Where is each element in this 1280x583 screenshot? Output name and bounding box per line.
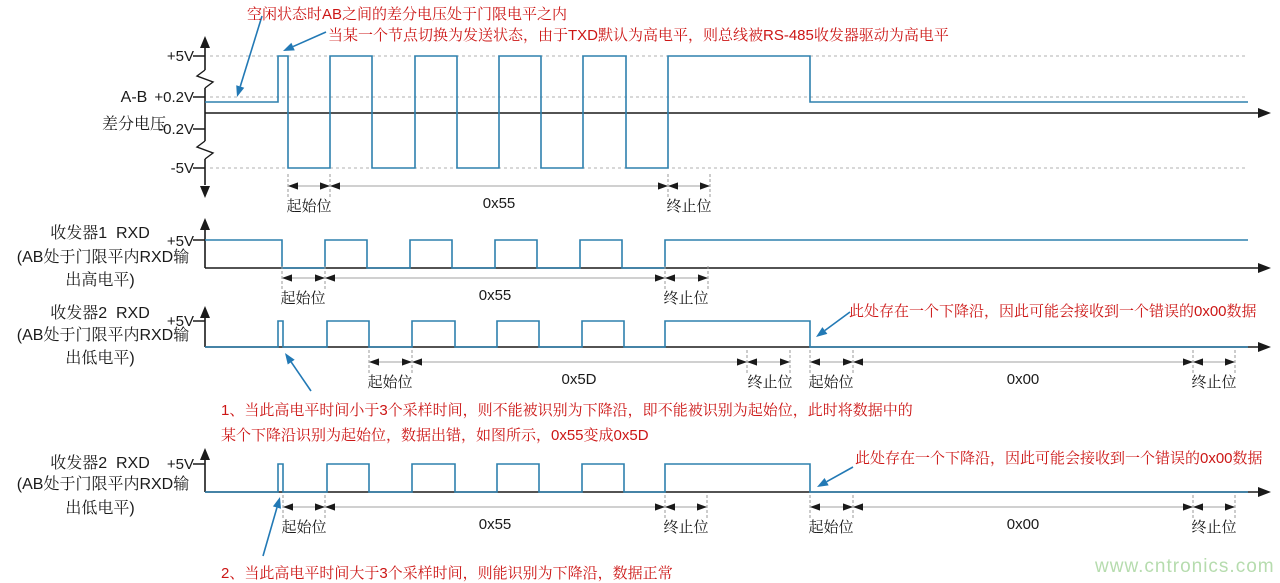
row4-signal-label-line3: 出低电平) — [65, 500, 135, 517]
transmit-note-arrow — [283, 32, 326, 51]
row2-signal-label-line2: (AB处于门限平内RXD输 — [16, 249, 190, 266]
watermark: www.cntronics.com — [1095, 556, 1275, 577]
row1-start-bit-label: 起始位 — [286, 198, 332, 215]
annotation-falling-edge-note-1: 此处存在一个下降沿，因此可能会接收到一个错误的0x00数据 — [849, 303, 1257, 320]
row3-dimensions — [369, 350, 1235, 373]
row1-signal-label-line1: A-B — [120, 89, 148, 106]
row3-stop-bit-2-label: 终止位 — [1191, 374, 1237, 391]
falling-edge-arrow-row3 — [816, 312, 850, 337]
row3-voltage-label-p5v: +5V — [166, 313, 194, 330]
row1-voltage-label-n02v: -0.2V — [158, 121, 194, 138]
row4-data-0x00-label: 0x00 — [1006, 516, 1040, 533]
row3-stop-bit-1-label: 终止位 — [747, 374, 793, 391]
row2-dimensions — [282, 266, 708, 289]
row4-data-0x55-label: 0x55 — [478, 516, 512, 533]
row4-dimensions — [283, 495, 1235, 518]
falling-edge-arrow-row4 — [817, 467, 853, 487]
row1-gridlines — [210, 56, 1246, 168]
row4-stop-bit-1-label: 终止位 — [663, 519, 709, 536]
row2-signal-label-line1: 收发器1 RXD — [50, 225, 150, 242]
receiver2-rxd-error-waveform — [205, 321, 1248, 347]
ab-differential-waveform — [205, 56, 1248, 168]
row4-start-bit-1-label: 起始位 — [281, 519, 327, 536]
annotation-falling-edge-note-2: 此处存在一个下降沿，因此可能会接收到一个错误的0x00数据 — [855, 450, 1263, 467]
row1-signal-label-line2: 差分电压 — [101, 116, 166, 133]
row3-signal-label-line1: 收发器2 RXD — [50, 305, 150, 322]
row3-signal-label-line3: 出低电平) — [65, 350, 135, 367]
row1-voltage-label-p5v: +5V — [166, 48, 194, 65]
receiver1-rxd-waveform — [205, 240, 1248, 268]
row4-start-bit-2-label: 起始位 — [808, 519, 854, 536]
row2-start-bit-label: 起始位 — [280, 290, 326, 307]
receiver2-rxd-ok-waveform — [205, 464, 1248, 492]
row2-signal-label-line3: 出高电平) — [65, 272, 135, 289]
row3-data-0x5d-label: 0x5D — [561, 371, 597, 388]
row1-dimensions — [288, 174, 710, 197]
annotation-sampling-note-1-line2: 某个下降沿识别为起始位，数据出错，如图所示，0x55变成0x5D — [221, 427, 649, 444]
glitch-arrow-row3 — [285, 353, 311, 391]
row2-axes — [193, 218, 1271, 273]
row2-stop-bit-label: 终止位 — [663, 290, 709, 307]
row1-axes — [193, 36, 1271, 198]
annotation-idle-note: 空闲状态时AB之间的差分电压处于门限电平之内 — [247, 6, 568, 23]
row2-voltage-label-p5v: +5V — [166, 233, 194, 250]
row3-signal-label-line2: (AB处于门限平内RXD输 — [16, 327, 190, 344]
row1-stop-bit-label: 终止位 — [666, 198, 712, 215]
row3-start-bit-2-label: 起始位 — [808, 374, 854, 391]
row3-start-bit-1-label: 起始位 — [367, 374, 413, 391]
row4-stop-bit-2-label: 终止位 — [1191, 519, 1237, 536]
row4-signal-label-line1: 收发器2 RXD — [50, 455, 150, 472]
row4-signal-label-line2: (AB处于门限平内RXD输 — [16, 476, 190, 493]
row1-voltage-label-p02v: +0.2V — [154, 89, 194, 106]
row3-data-0x00-label: 0x00 — [1006, 371, 1040, 388]
row1-data-0x55-label: 0x55 — [482, 195, 516, 212]
annotation-transmit-note: 当某一个节点切换为发送状态，由于TXD默认为高电平，则总线被RS-485收发器驱动为高电平 — [328, 27, 949, 44]
annotation-sampling-note-2: 2、当此高电平时间大于3个采样时间，则能识别为下降沿，数据正常 — [221, 565, 673, 582]
annotation-sampling-note-1-line1: 1、当此高电平时间小于3个采样时间，则不能被识别为下降沿，即不能被识别为起始位，此时将数据中的 — [221, 402, 913, 419]
row1-voltage-label-n5v: -5V — [170, 160, 194, 177]
row2-data-0x55-label: 0x55 — [478, 287, 512, 304]
row4-voltage-label-p5v: +5V — [166, 456, 194, 473]
